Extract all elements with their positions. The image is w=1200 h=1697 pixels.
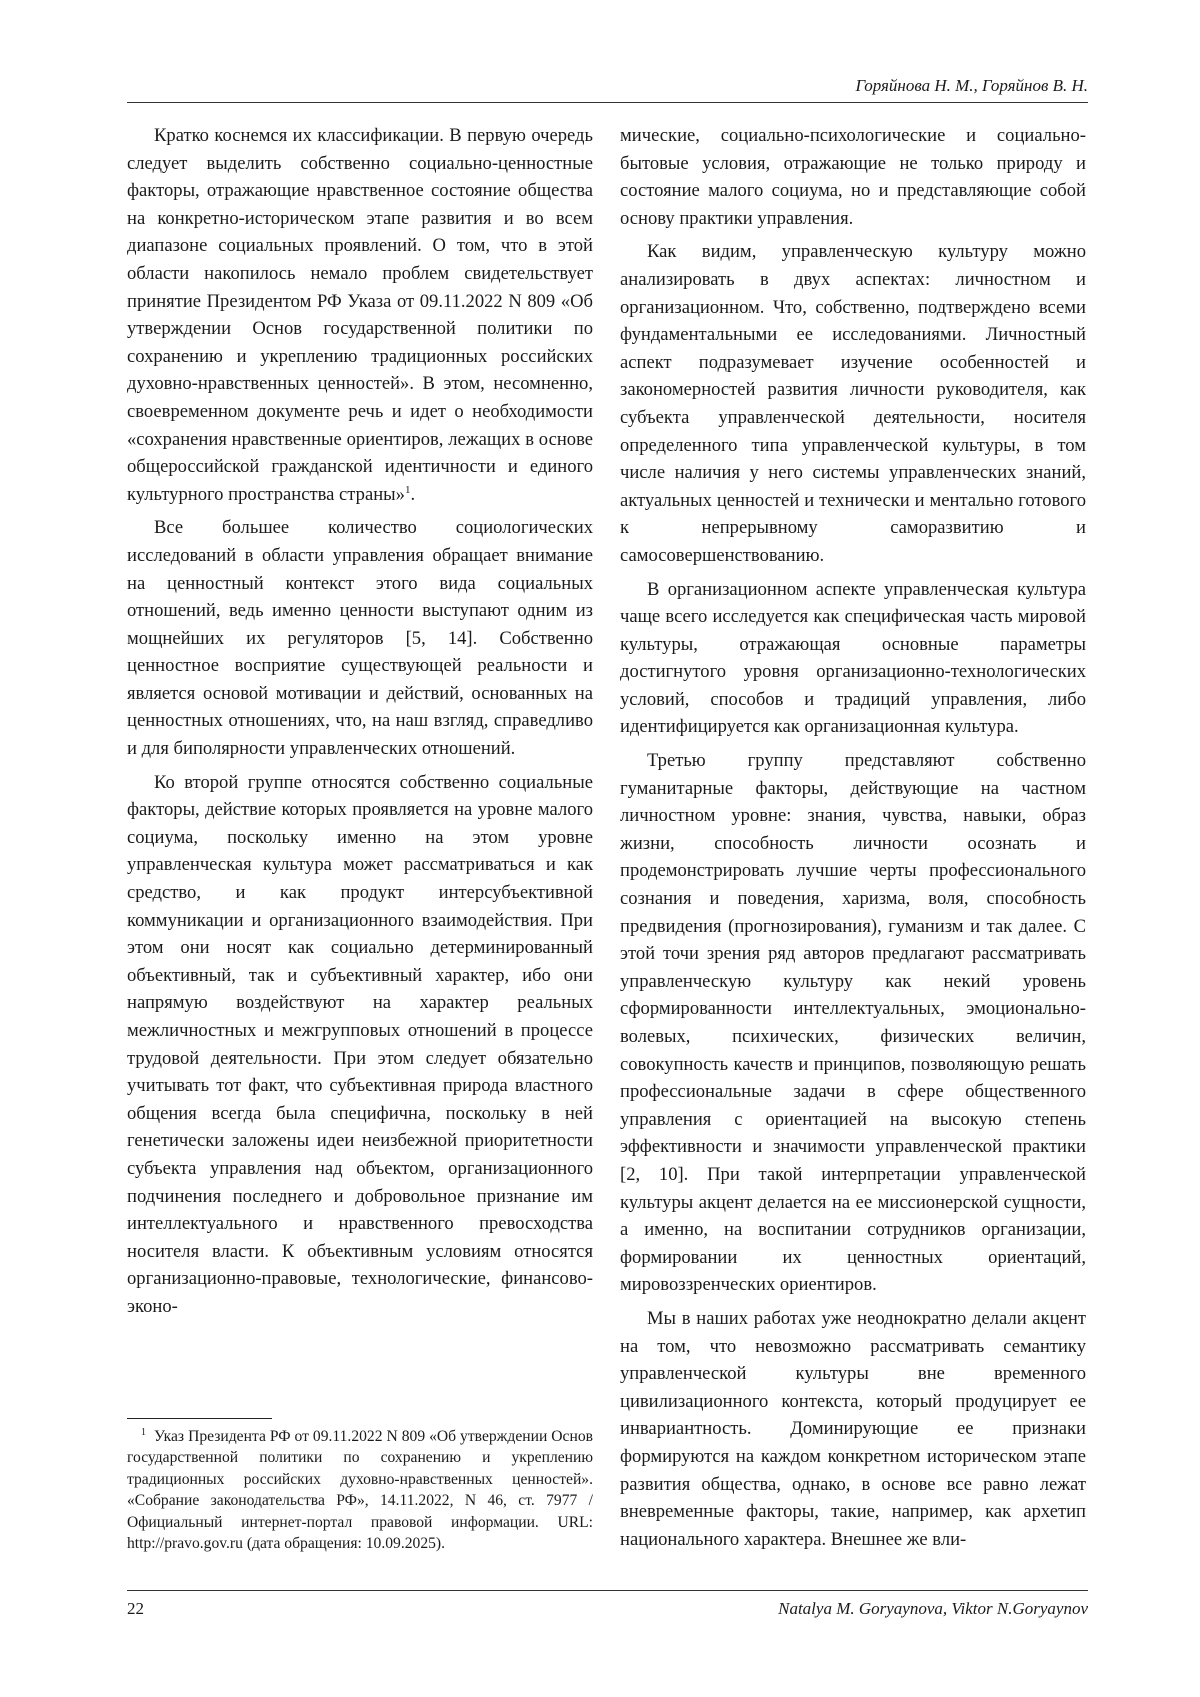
paragraph: Ко второй группе относятся собственно социальные факторы, действие которых проявляется на уровне малого социума, поскольку именно на этом уровне управленческая культура может рассматриваться и как средство, и как продукт интерсубъективной коммуникации и организационного взаимодействия. При этом они носят как социально детерминированный объективный, так и субъективный характер, ибо они напрямую воздействуют на характер реальных межличностных и межгрупповых отношений в процессе трудовой деятельности. При этом следует обязательно учитывать тот факт, что субъективная природа властного общения всегда была специфична, поскольку в ней генетически заложены идеи неизбежной приоритетности субъекта управления над объектом, организационного подчинения последнего и добровольное признание им интеллектуального и нравственного превосходства носителя власти. К объективным условиям относятся организационно-правовые, технологические, финансово-эконо- xyxy=(127,771,593,1317)
paragraph: Все большее количество социологических исследований в области управления обращает внимание на ценностный контекст этого вида социальных отношений, ведь именно ценности выступают одним из мощнейших их регуляторов [5, 14]. Собственно ценностное восприятие существующей реальности и является основой мотивации и действий, основанных на ценностных отношениях, что, на наш взгляд, справедливо и для биполярности управленческих отношений. xyxy=(127,517,593,760)
left-column xyxy=(127,122,593,1327)
paragraph: Мы в наших работах уже неоднократно делали акцент на том, что невозможно рассматривать семантику управленческой культуры вне временного цивилизационного контекста, который продуцирует ее инвариантность. Доминирующие ее признаки формируются на каждом конкретном историческом этапе развития общества, однако, в основе все равно лежат вневременные факторы, такие, например, как архетип национального характера. Внешнее же вли- xyxy=(620,1307,1086,1550)
paragraph-continued: мические, социально-психологические и социально-бытовые условия, отражающие не только природу и состояние малого социума, но и представляющие собой основу практики управления. xyxy=(620,125,1086,229)
paragraph: В организационном аспекте управленческая культура чаще всего исследуется как специфическая часть мировой культуры, отражающая основные параметры достигнутого уровня организационно-технологических условий, способов и традиций управления, либо идентифицируется как организационная культура. xyxy=(620,578,1086,738)
footnote xyxy=(127,1426,593,1554)
paragraph: Как видим, управленческую культуру можно анализировать в двух аспектах: личностном и организационном. Что, собственно, подтверждено всеми фундаментальными ее исследованиями. Личностный аспект подразумевает изучение особенностей и закономерностей развития личности руководителя, как субъекта управленческой деятельности, носителя определенного типа управленческой культуры, в том числе наличия у него системы управленческих знаний, актуальных ценностей и технически и ментально готового к непрерывному саморазвитию и самосовершенствованию. xyxy=(620,241,1086,566)
footer-authors: Natalya M. Goryaynova, Viktor N.Goryaynov xyxy=(778,1599,1088,1618)
paragraph: Кратко коснемся их классификации. В первую очередь следует выделить собственно социально-ценностные факторы, отражающие нравственное состояние общества на конкретно-историческом этапе развития и во всем диапазоне социальных проявлений. О том, что в этой области накопилось немало проблем свидетельствует принятие Президентом РФ Указа от 09.11.2022 N 809 «Об утверждении Основ государственной политики по сохранению и укреплению традиционных российских духовно-нравственных ценностей». В этом, несомненно, своевременном документе речь и идет о необходимости «сохранения нравственные ориентиров, лежащих в основе общероссийской гражданской идентичности и единого культурного пространства страны»$^1$. xyxy=(127,125,593,505)
running-head-authors: Горяйнова Н. М., Горяйнов В. Н. xyxy=(855,76,1088,95)
page-footer xyxy=(127,1590,1088,1621)
footnote-reference[interactable]: 1 xyxy=(404,483,411,496)
paragraph: Третью группу представляют собственно гуманитарные факторы, действующие на частном личностном уровне: знания, чувства, навыки, образ жизни, способность личности осознать и продемонстрировать лучшие черты профессионального сознания и поведения, харизма, воля, способность предвидения (прогнозирования), гуманизм и так далее. С этой точи зрения ряд авторов предлагают рассматривать управленческую культуру как некий уровень сформированности интеллектуальных, эмоционально-волевых, психических, физических величин, совокупность качеств и принципов, позволяющую решать профессиональные задачи в сфере общественного управления с ориентацией на высокую степень эффективности и значимости управленческой практики [2, 10]. При такой интерпретации управленческой культуры акцент делается на ее миссионерской сущности, а именно, на воспитании сотрудников организации, формировании их ценностных ориентаций, мировоззренческих ориентиров. xyxy=(620,750,1086,1296)
footnote-marker: 1 xyxy=(141,1426,146,1438)
running-head xyxy=(127,76,1088,103)
footnote-text: Указ Президента РФ от 09.11.2022 N 809 «Об утверждении Основ государственной политики по сохранению и укреплению традиционных российских духовно-нравственных ценностей». «Собрание законодательства РФ», 14.11.2022, N 46, ст. 7977 / Официальный интернет-портал правовой информации. URL: http://pravo.gov.ru (дата обращения: 10.09.2025). xyxy=(127,1428,593,1553)
page-number: 22 xyxy=(127,1599,144,1618)
footnote-divider xyxy=(127,1418,272,1419)
right-column xyxy=(620,122,1086,1559)
